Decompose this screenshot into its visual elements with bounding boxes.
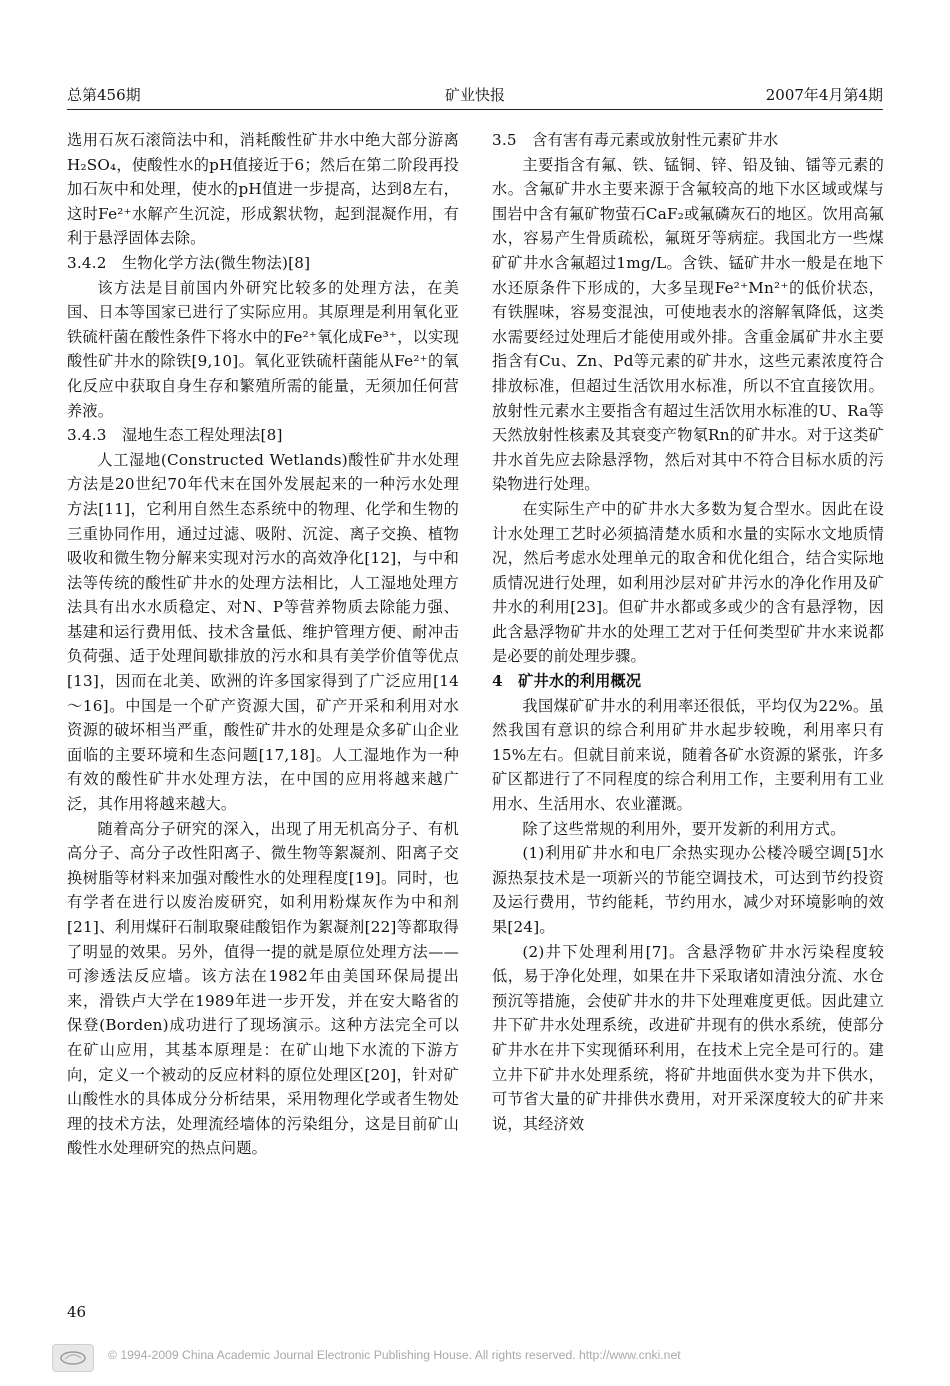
paragraph: 随着高分子研究的深入，出现了用无机高分子、有机高分子、高分子改性阳离子、微生物等絮凝剂、阳离子交换树脂等材料来加强对酸性水的处理程度[19]。同时，也有学者在进行以废治废研究，如利用粉煤灰作为中和剂[21]、利用煤矸石制取聚硅酸铝作为絮凝剂[22]等都取得了明显的效果。另外，值得一提的就是原位处理方法——可渗透法反应墙。该方法在1982年由美国环保局提出来，滑铁卢大学在1989年进一步开发，并在安大略省的保登(Borden)成功进行了现场演示。这种方法完全可以在矿山应用，其基本原理是：在矿山地下水流的下游方向，定义一个被动的反应材料的原位处理区[20]，针对矿山酸性水的具体成分分析结果，采用物理化学或者生物处理的技术方法，处理流经墙体的污染组分，这是目前矿山酸性水处理研究的热点问题。 [67,819,459,1158]
running-header [67,84,883,108]
section-heading-4: 4 矿井水的利用概况 [492,672,642,691]
paragraph: 我国煤矿矿井水的利用率还很低，平均仅为22%。虽然我国有意识的综合利用矿井水起步较晚，利用率只有15%左右。但就目前来说，随着各矿水资源的紧张，许多矿区都进行了不同程度的综合利用工作，主要利用有工业用水、生活用水、农业灌溉。 [492,696,884,814]
paragraph: (1)利用矿井水和电厂余热实现办公楼冷暖空调[5]水源热泵技术是一项新兴的节能空调技术，可达到节约投资及运行费用，节约能耗，节约用水，减少对环境影响的效果[24]。 [492,844,884,936]
journal-title: 矿业快报 [444,86,505,104]
cajed-logo-icon [52,1344,94,1372]
page-number: 46 [67,1303,87,1321]
paragraph: 主要指含有氟、铁、锰铜、锌、铅及铀、镭等元素的水。含氟矿井水主要来源于含氟较高的地下水区域或煤与围岩中含有氟矿物萤石CaF₂或氟磷灰石的地区。饮用高氟水，容易产生骨质疏松，氟斑牙等病症。我国北方一些煤矿矿井水含氟超过1mg/L。含铁、锰矿井水一般是在地下水还原条件下形成的，大多呈现Fe²⁺Mn²⁺的低价状态，有铁腥味，容易变混浊，可使地表水的溶解氧降低，这类水需要经过处理后才能使用或外排。含重金属矿井水主要指含有Cu、Zn、Pd等元素的矿井水，这些元素浓度符合排放标准，但超过生活饮用水标准，所以不宜直接饮用。放射性元素水主要指含有超过生活饮用水标准的U、Ra等天然放射性核素及其衰变产物氡Rn的矿井水。对于这类矿井水首先应去除悬浮物，然后对其中不符合目标水质的污染物进行处理。 [492,155,885,494]
section-heading-3-4-2: 3.4.2 生物化学方法(微生物法)[8] [67,253,311,272]
section-heading-3-4-3: 3.4.3 湿地生态工程处理法[8] [67,426,283,445]
right-column [492,128,884,1136]
paragraph: 除了这些常规的利用外，要开发新的利用方式。 [522,819,846,838]
paragraph: 该方法是目前国内外研究比较多的处理方法，在美国、日本等国家已进行了实际应用。其原理是利用氧化亚铁硫杆菌在酸性条件下将水中的Fe²⁺氧化成Fe³⁺，以实现酸性矿井水的除铁[9,10]。氧化亚铁硫杆菌能从Fe²⁺的氧化反应中获取自身生存和繁殖所需的能量，无须加任何营养液。 [67,278,459,420]
paragraph: 在实际生产中的矿井水大多数为复合型水。因此在设计水处理工艺时必须搞清楚水质和水量的实际水文地质情况，然后考虑水处理单元的取舍和优化组合，结合实际地质情况进行处理，如利用沙层对矿井污水的净化作用及矿井水的利用[23]。但矿井水都或多或少的含有悬浮物，因此含悬浮物矿井水的处理工艺对于任何类型矿井水来说都是必要的前处理步骤。 [492,499,884,666]
copyright-footer [52,1340,898,1374]
paragraph: 人工湿地(Constructed Wetlands)酸性矿井水处理方法是20世纪70年代末在国外发展起来的一种污水处理方法[11]，它利用自然生态系统中的物理、化学和生物的三重协同作用，通过过滤、吸附、沉淀、离子交换、植物吸收和微生物分解来实现对污水的高效净化[12]，与中和法等传统的酸性矿井水的处理方法相比，人工湿地处理方法具有出水水质稳定、对N、P等营养物质去除能力强、基建和运行费用低、技术含量低、维护管理方便、耐冲击负荷强、适于处理间歇排放的污水和具有美学价值等优点[13]，因而在北美、欧洲的许多国家得到了广泛应用[14～16]。中国是一个矿产资源大国，矿产开采和利用对水资源的破坏相当严重，酸性矿井水的处理是众多矿山企业面临的主要环境和生态问题[17,18]。人工湿地作为一种有效的酸性矿井水处理方法，在中国的应用将越来越广泛，其作用将越来越大。 [67,450,459,814]
paragraph: (2)井下处理利用[7]。含悬浮物矿井水污染程度较低，易于净化处理，如果在井下采取诸如清浊分流、水仓预沉等措施，会使矿井水的井下处理难度更低。因此建立井下矿井水处理系统，改进矿井现有的供水系统，使部分矿井水在井下实现循环利用，在技术上完全是可行的。建立井下矿井水处理系统，将矿井地面供水变为井下供水，可节省大量的矿井排供水费用，对开采深度较大的矿井来说，其经济效 [492,942,884,1133]
section-heading-3-5: 3.5 含有害有毒元素或放射性元素矿井水 [492,131,779,149]
paragraph: 选用石灰石滚筒法中和，消耗酸性矿井水中绝大部分游离H₂SO₄，使酸性水的pH值接近于6；然后在第二阶段再投加石灰中和处理，使水的pH值进一步提高，达到8左右，这时Fe²⁺水解产生沉淀，形成絮状物，起到混凝作用，有利于悬浮固体去除。 [67,131,459,248]
issue-number: 总第456期 [67,86,141,104]
copyright-text: © 1994-2009 China Academic Journal Electronic Publishing House. All rights reserved. http://www.cnki.net [108,1348,681,1362]
header-divider [67,109,883,110]
left-column [67,128,459,1161]
issue-date: 2007年4月第4期 [765,86,883,104]
